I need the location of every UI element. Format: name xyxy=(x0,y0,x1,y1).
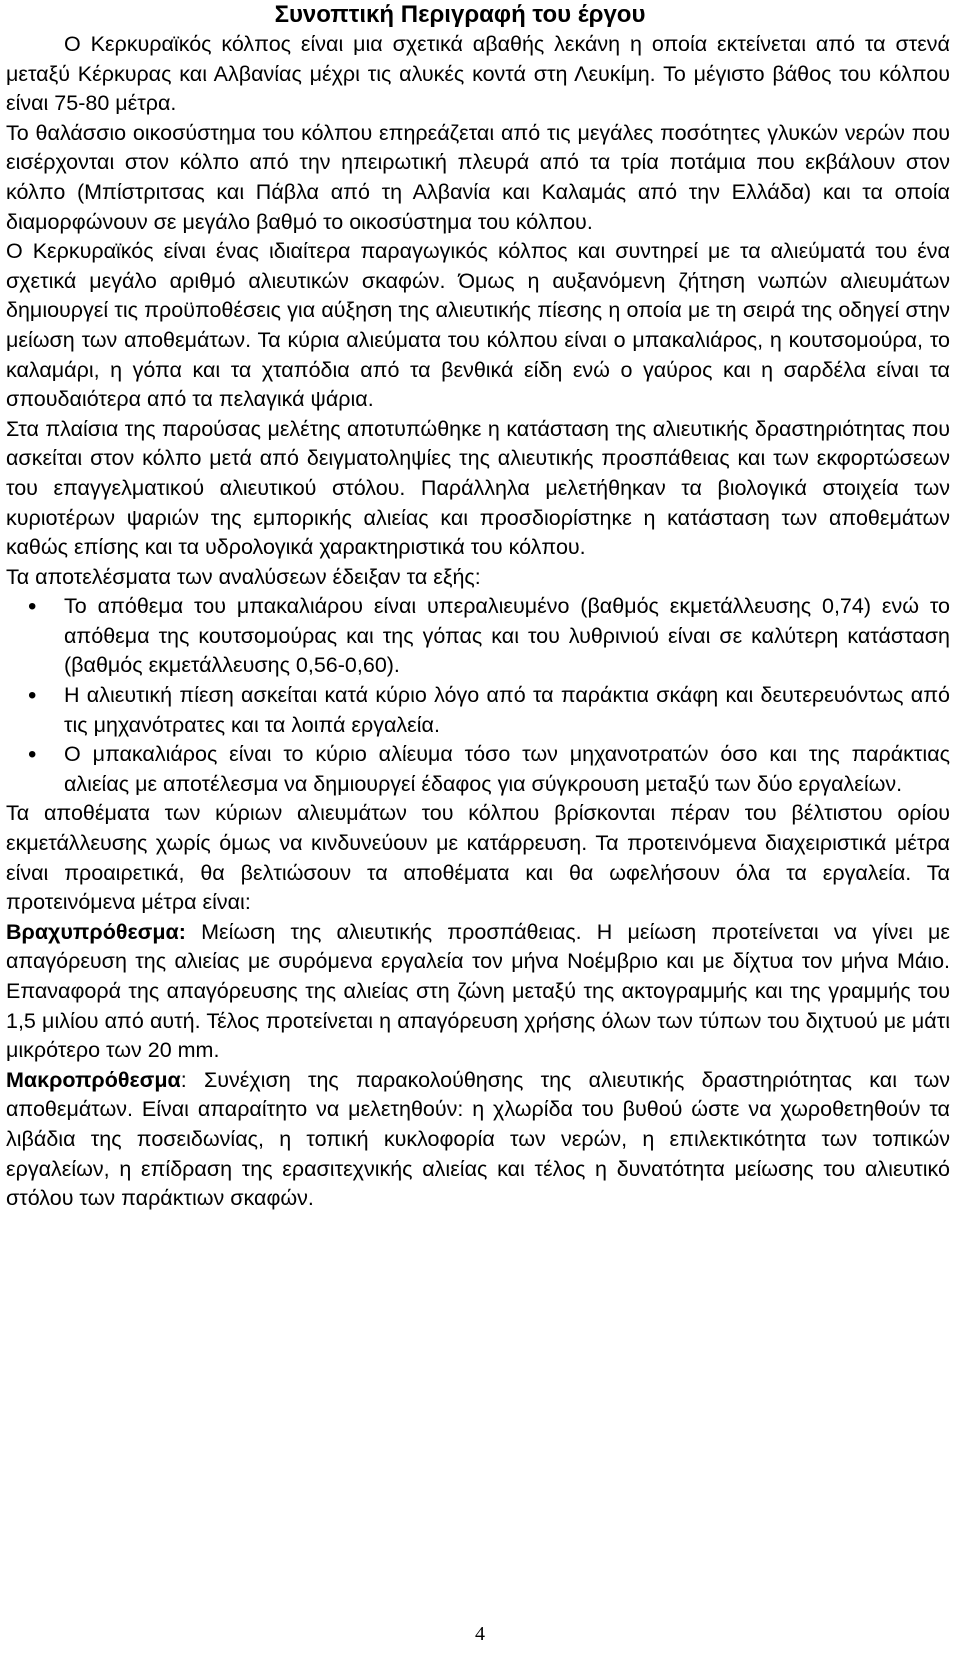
results-list-item: • Ο μπακαλιάρος είναι το κύριο αλίευμα τόσο των μηχανοτρατών όσο και της παράκτιας αλιείας με αποτέλεσμα να δημιουργεί έδαφος για σύγκρουση μεταξύ των δύο εργαλείων. xyxy=(6,740,950,799)
paragraph-productivity: Ο Κερκυραϊκός είναι ένας ιδιαίτερα παραγωγικός κόλπος και συντηρεί με τα αλιεύματά του ένα σχετικά μεγάλο αριθμό αλιευτικών σκαφών. Όμως η αυξανόμενη ζήτηση νωπών αλιευμάτων δημιουργεί τις προϋποθέσεις για αύξηση της αλιευτικής πίεσης η οποία με τη σειρά της οδηγεί στην μείωση των αποθεμάτων. Τα κύρια αλιεύματα του κόλπου είναι ο μπακαλιάρος, η κουτσομούρα, το καλαμάρι, η γόπα και τα χταπόδια από τα βενθικά είδη ενώ ο γαύρος και η σαρδέλα είναι τα σπουδαιότερα από τα πελαγικά ψάρια. xyxy=(6,239,950,412)
document-title: Συνοπτική Περιγραφή του έργου xyxy=(274,1,646,28)
paragraph-results-intro: Τα αποτελέσματα των αναλύσεων έδειξαν τα εξής: xyxy=(6,564,481,589)
short-term-label: Βραχυπρόθεσμα: xyxy=(6,919,186,944)
results-list xyxy=(6,592,950,799)
results-list-item: • Το απόθεμα του μπακαλιάρου είναι υπεραλιευμένο (βαθμός εκμετάλλευσης 0,74) ενώ το απόθεμα της κουτσομούρας και της γόπας και του λυθρινιού είναι σε καλύτερη κατάσταση (βαθμός εκμετάλλευσης 0,56-0,60). xyxy=(6,592,950,681)
short-term-text: Μείωση της αλιευτικής προσπάθειας. Η μείωση προτείνεται να γίνει με απαγόρευση της αλιείας με συρόμενα εργαλεία τον μήνα Νοέμβριο και με δίχτυα τον μήνα Μάιο. Επαναφορά της απαγόρευσης της αλιείας στη ζώνη μεταξύ της ακτογραμμής και της γραμμής του 1,5 μιλίου από αυτή. Τέλος προτείνεται η απαγόρευση χρήσης όλων των τύπων του διχτυού με μάτι μικρότερο των 20 mm. xyxy=(6,919,950,1063)
results-list-item: • Η αλιευτική πίεση ασκείται κατά κύριο λόγο από τα παράκτια σκάφη και δευτερευόντως από τις μηχανότρατες και τα λοιπά εργαλεία. xyxy=(6,681,950,740)
page-number: 4 xyxy=(475,1623,485,1645)
paragraph-intro: Ο Κερκυραϊκός κόλπος είναι μια σχετικά αβαθής λεκάνη η οποία εκτείνεται από τα στενά μεταξύ Κέρκυρας και Αλβανίας μέχρι τις αλυκές κοντά στη Λευκίμη. Το μέγιστο βάθος του κόλπου είναι 75-80 μέτρα. xyxy=(6,32,950,116)
long-term-text: : Συνέχιση της παρακολούθησης της αλιευτικής δραστηριότητας και των αποθεμάτων. Είναι απαραίτητο να μελετηθούν: η χλωρίδα του βυθού ώστε να χωροθετηθούν τα λιβάδια της ποσειδωνίας, η τοπική κυκλοφορία των νερών, η επιλεκτικότητα των τοπικών εργαλείων, η επίδραση της ερασιτεχνικής αλιείας και τέλος η δυνατότητα μείωσης του αλιευτικό στόλου των παράκτιων σκαφών. xyxy=(6,1067,950,1211)
long-term-label: Μακροπρόθεσμα xyxy=(6,1067,181,1092)
paragraph-ecosystem: Το θαλάσσιο οικοσύστημα του κόλπου επηρεάζεται από τις μεγάλες ποσότητες γλυκών νερών που εισέρχονται στον κόλπο από την ηπειρωτική πλευρά από τα τρία ποτάμια που εκβάλουν στον κόλπο (Μπίστριτσας και Πάβλα από τη Αλβανία και Καλαμάς από την Ελλάδα) και τα οποία διαμορφώνουν σε μεγάλο βαθμό το οικοσύστημα του κόλπου. xyxy=(6,120,950,234)
paragraph-measures: Τα αποθέματα των κύριων αλιευμάτων του κόλπου βρίσκονται πέραν του βέλτιστου ορίου εκμετάλλευσης χωρίς όμως να κινδυνεύουν με κατάρρευση. Τα προτεινόμενα διαχειριστικά μέτρα είναι προαιρετικά, θα βελτιώσουν τα αποθέματα και θα ωφελήσουν όλα τα εργαλεία. Τα προτεινόμενα μέτρα είναι: xyxy=(6,801,950,915)
paragraph-short-term xyxy=(6,918,950,1066)
paragraph-study: Στα πλαίσια της παρούσας μελέτης αποτυπώθηκε η κατάσταση της αλιευτικής δραστηριότητας που ασκείται στον κόλπο μετά από δειγματοληψίες της αλιευτικής προσπάθειας και των εκφορτώσεων του επαγγελματικού αλιευτικού στόλου. Παράλληλα μελετήθηκαν τα βιολογικά στοιχεία των κυριοτέρων ψαριών της εμπορικής αλιείας και προσδιορίστηκε η κατάσταση των αποθεμάτων καθώς επίσης και τα υδρολογικά χαρακτηριστικά του κόλπου. xyxy=(6,416,950,560)
paragraph-long-term xyxy=(6,1066,950,1214)
